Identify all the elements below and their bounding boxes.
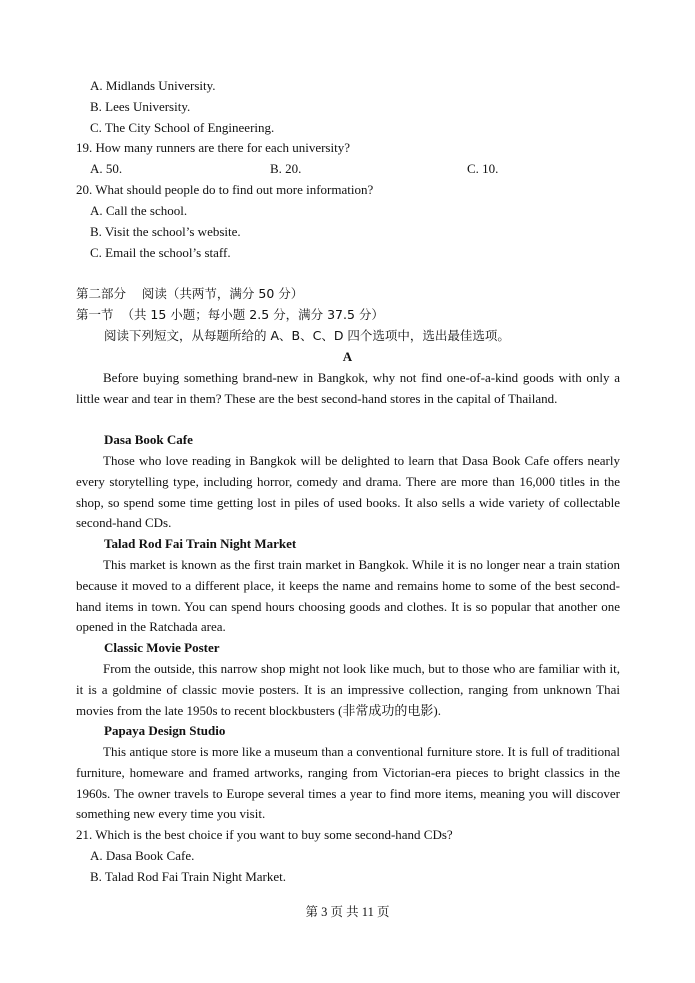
store-text-dasa (76, 451, 620, 534)
passage-letter: A (342, 349, 353, 364)
q21-option-b: B. Talad Rod Fai Train Night Market. (90, 869, 287, 884)
instructions: 阅读下列短文，从每题所给的 A、B、C、D 四个选项中，选出最佳选项。 (104, 328, 510, 343)
q20-option-c: C. Email the school’s staff. (90, 245, 231, 260)
q18-option-b: B. Lees University. (90, 99, 191, 114)
q20-question: 20. What should people do to find out more information? (76, 182, 374, 197)
store-text-talad (76, 555, 620, 638)
store-text-papaya (76, 742, 620, 825)
q18-option-c: C. The City School of Engineering. (90, 120, 275, 135)
store-paragraph: From the outside, this narrow shop might not look like much, but to those who are familiar with it, it is a goldmine of classic movie posters. It is an impressive collection, ranging from unknown Thai movies from the late 1950s to recent blockbusters (非常成功的电影). (76, 661, 620, 718)
store-paragraph: This antique store is more like a museum than a conventional furniture store. It is full of traditional furniture, homeware and framed artworks, ranging from Victorian-era pieces to bright classics in the 1960s. The owner travels to Europe several times a year to find more items, meaning you will discover something new every time you visit. (76, 744, 620, 822)
q19-option-b: B. 20. (270, 161, 302, 176)
passage-intro (76, 368, 620, 410)
store-paragraph: Those who love reading in Bangkok will be delighted to learn that Dasa Book Cafe offers nearly every storytelling type, including horror, comedy and drama. There are more than 16,000 titles in the shop, so spend some time getting lost in piles of used books. It also sells a wide variety of collectable second-hand CDs. (76, 453, 620, 531)
store-text-poster (76, 659, 620, 721)
q19-option-a: A. 50. (90, 161, 123, 176)
q21-question: 21. Which is the best choice if you want to buy some second-hand CDs? (76, 827, 453, 842)
q19-option-c: C. 10. (467, 161, 499, 176)
store-paragraph: This market is known as the first train market in Bangkok. While it is no longer near a train station because it moved to a different place, it keeps the name and remains home to some of the best second-hand items in town. You can spend hours choosing goods and clothes. It is so popular that another one opened in the Ratchada area. (76, 557, 620, 635)
store-title-talad: Talad Rod Fai Train Night Market (104, 536, 297, 551)
part2-heading: 第二部分 阅读（共两节，满分 50 分） (76, 286, 304, 301)
store-title-papaya: Papaya Design Studio (104, 723, 226, 738)
intro-text: Before buying something brand-new in Bangkok, why not find one-of-a-kind goods with only a little wear and tear in them? These are the best second-hand stores in the capital of Thailand. (76, 370, 620, 406)
page-footer: 第 3 页 共 11 页 (305, 905, 390, 919)
store-title-poster: Classic Movie Poster (104, 640, 220, 655)
q20-option-a: A. Call the school. (90, 203, 188, 218)
q18-option-a: A. Midlands University. (90, 78, 216, 93)
section1-heading: 第一节 （共 15 小题；每小题 2.5 分，满分 37.5 分） (76, 307, 384, 322)
q21-option-a: A. Dasa Book Cafe. (90, 848, 195, 863)
q19-question: 19. How many runners are there for each university? (76, 140, 350, 155)
q20-option-b: B. Visit the school’s website. (90, 224, 241, 239)
store-title-dasa: Dasa Book Cafe (104, 432, 193, 447)
